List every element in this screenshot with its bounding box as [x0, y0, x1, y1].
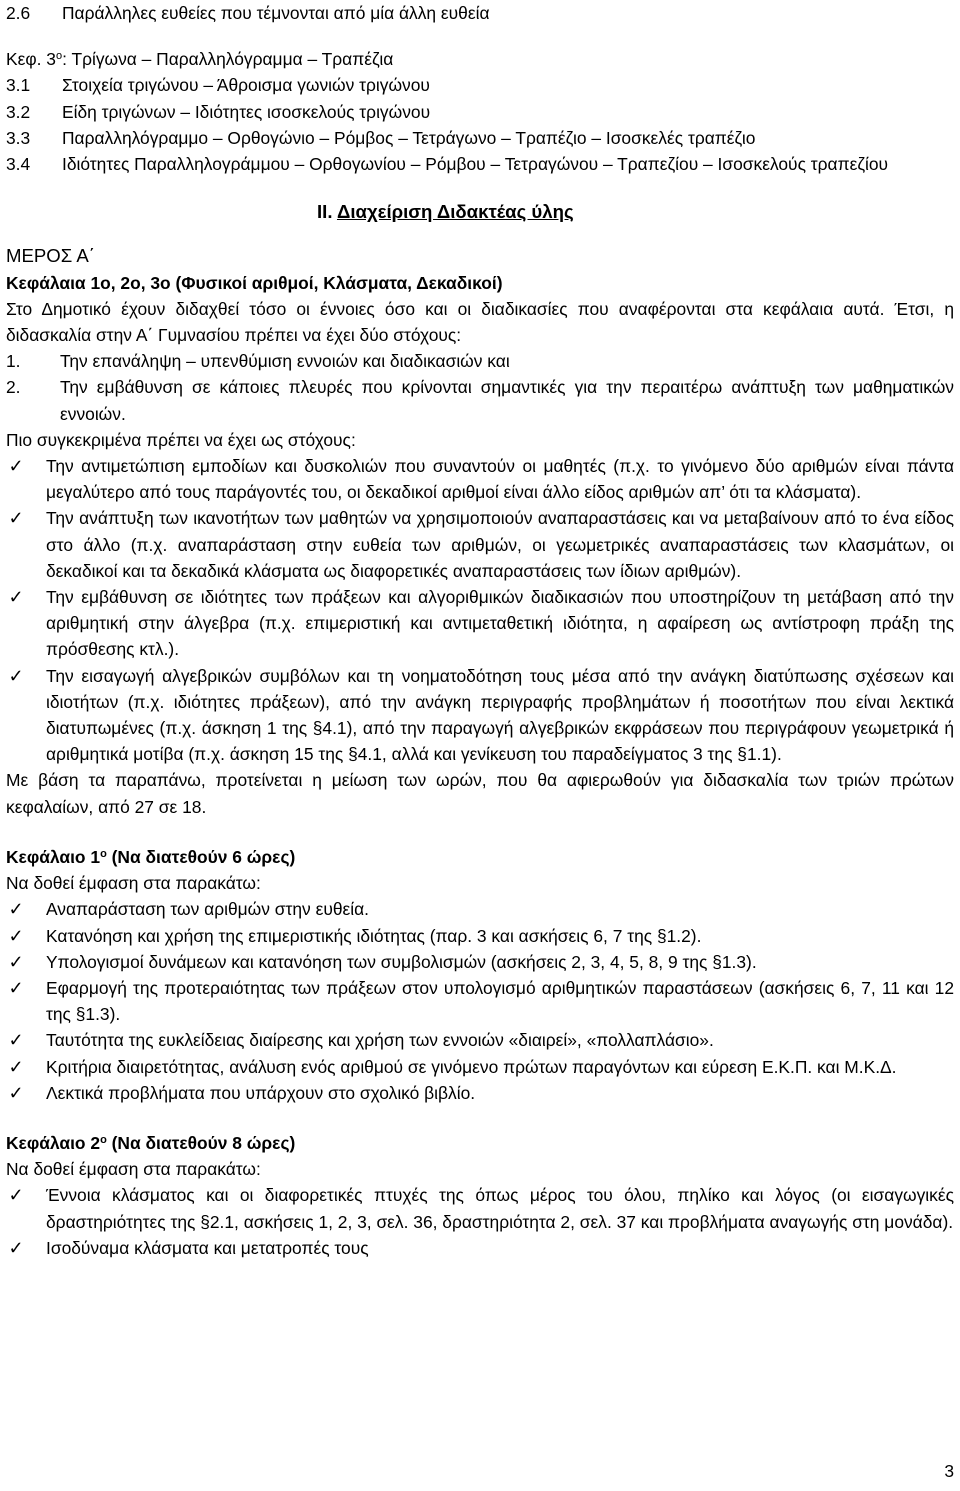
toc-item-text: Ιδιότητες Παραλληλογράμμου – Ορθογωνίου – Ρόμβου – Τετραγώνου – Τραπεζίου – Ισοσκελούς τραπεζίου: [62, 154, 889, 175]
numbered-goal: [6, 348, 954, 374]
specific-goal-text: Την εμβάθυνση σε ιδιότητες των πράξεων και αλγοριθμικών διαδικασιών που υποστηρίζουν τη μετάβαση από την αριθμητική στην άλγεβρα (π.χ. επιμεριστική και αντιμεταθετική ιδιότητα, η αφαίρεση ως αντίστροφη πράξη της πρόσθεσης κτλ.).: [46, 587, 954, 660]
chapter-1-item: [6, 923, 954, 949]
goal-number: 1.: [6, 351, 21, 372]
specific-goal-item: [6, 505, 954, 584]
toc-item: [6, 99, 954, 125]
chapter-1-emphasis: Να δοθεί έμφαση στα παρακάτω:: [6, 873, 261, 894]
checkmark-icon: ✓: [8, 951, 24, 972]
toc-item-text: Είδη τριγώνων – Ιδιότητες ισοσκελούς τριγώνου: [62, 101, 431, 122]
chapter-2-heading: Κεφάλαιο $2^o$ (Να διατεθούν 8 ώρες): [6, 1132, 296, 1153]
chapter-1-item: [6, 896, 954, 922]
chapter-1-item-text: Υπολογισμοί δυνάμεων και κατανόηση των συμβολισμών (ασκήσεις 2, 3, 4, 5, 8, 9 της §1.3).: [46, 951, 757, 972]
document-page: [6, 0, 954, 1261]
chapter-1-item-text: Λεκτικά προβλήματα που υπάρχουν στο σχολικό βιβλίο.: [46, 1082, 476, 1103]
page-number: 3: [944, 1461, 954, 1481]
toc-item: [6, 72, 954, 98]
toc-item-number: 3.4: [6, 154, 31, 175]
chapter-1-item-text: Ταυτότητα της ευκλείδειας διαίρεσης και χρήση των εννοιών «διαιρεί», «πολλαπλάσιο».: [46, 1030, 714, 1051]
toc-item-number: 3.3: [6, 127, 31, 148]
section-roman-numeral: ΙΙ.: [317, 201, 333, 223]
section-title-text: Διαχείριση Διδακτέας ύλης: [336, 201, 574, 223]
part-title: ΜΕΡΟΣ Α΄: [6, 245, 95, 267]
numbered-goal: [6, 374, 954, 426]
checkmark-icon: ✓: [8, 456, 24, 477]
toc-item-number: 3.1: [6, 75, 31, 96]
specific-goal-item: [6, 584, 954, 663]
checkmark-icon: ✓: [8, 1082, 24, 1103]
specific-goal-item: [6, 453, 954, 505]
chapter-2-item: [6, 1235, 954, 1261]
toc-item: [6, 125, 954, 151]
specific-goal-text: Την εισαγωγή αλγεβρικών συμβόλων και τη νοηματοδότηση τους μέσα από την ανάγκη διατύπωσης σχέσεων και ιδιοτήτων (π.χ. ιδιότητες πράξεων), από την ανάγκη περιγραφής προβλημάτων ή ποσοτήτων που είναι λεκτικά διατυπωμένες (π.χ. άσκηση 1 της §4.1), από την παραγωγή αλγεβρικών εκφράσεων που περιγράφουν γεωμετρικά ή αριθμητικά μοτίβα (π.χ. άσκηση 15 της §4.1, αλλά και γενίκευση του παραδείγματος 3 της §1.1).: [46, 665, 954, 765]
checkmark-icon: ✓: [8, 899, 24, 920]
checkmark-icon: ✓: [8, 587, 24, 608]
chapter-1-item-text: Αναπαράσταση των αριθμών στην ευθεία.: [46, 899, 370, 920]
chapter-1-item: [6, 1027, 954, 1053]
toc-item-text: Στοιχεία τριγώνου – Άθροισμα γωνιών τριγώνου: [62, 75, 430, 96]
chapter-2-item-text: Έννοια κλάσματος και οι διαφορετικές πτυχές της όπως μέρος του όλου, πηλίκο και λόγος (οι εισαγωγικές δραστηριότητες της §2.1, ασκήσεις 1, 2, 3, σελ. 36, δραστηριότητα 2, σελ. 37 και προβλήματα αναγωγής στη μονάδα).: [46, 1185, 954, 1232]
chapter-2-item: [6, 1182, 954, 1234]
toc-item-text: Παραλληλόγραμμο – Ορθογώνιο – Ρόμβος – Τετράγωνο – Τραπέζιο – Ισοσκελές τραπέζιο: [62, 127, 756, 148]
checkmark-icon: ✓: [8, 925, 24, 946]
section-heading: [6, 199, 954, 225]
chapter-1-item: [6, 949, 954, 975]
chapter-1-heading: Κεφάλαιο $1^o$ (Να διατεθούν 6 ώρες): [6, 846, 296, 867]
goal-text: Την επανάληψη – υπενθύμιση εννοιών και διαδικασιών και: [60, 351, 510, 372]
chapter-1-item-text: Κατανόηση και χρήση της επιμεριστικής ιδιότητας (παρ. 3 και ασκήσεις 6, 7 της §1.2).: [46, 925, 702, 946]
specific-goal-item: [6, 663, 954, 768]
toc-chapter-title: Κεφ. $3^o$: Τρίγωνα – Παραλληλόγραμμα – Τραπέζια: [6, 49, 394, 70]
toc-item-text: Παράλληλες ευθείες που τέμνονται από μία άλλη ευθεία: [62, 3, 490, 23]
goal-text: Την εμβάθυνση σε κάποιες πλευρές που κρίνονται σημαντικές για την περαιτέρω ανάπτυξη των μαθηματικών εννοιών.: [60, 377, 954, 424]
chapter-2-item-text: Ισοδύναμα κλάσματα και μετατροπές τους: [46, 1237, 369, 1258]
toc-item-number: 2.6: [6, 3, 31, 23]
toc-item-number: 3.2: [6, 101, 31, 122]
chapter-1-item-text: Κριτήρια διαιρετότητας, ανάλυση ενός αριθμού σε γινόμενο πρώτων παραγόντων και εύρεση Ε.Κ.Π. και Μ.Κ.Δ.: [46, 1056, 897, 1077]
chapter-1-item: [6, 1054, 954, 1080]
chapter-2-emphasis: Να δοθεί έμφαση στα παρακάτω:: [6, 1159, 261, 1180]
checkmark-icon: ✓: [8, 1185, 24, 1206]
checkmark-icon: ✓: [8, 977, 24, 998]
toc-item: [6, 0, 954, 26]
specific-goal-text: Την ανάπτυξη των ικανοτήτων των μαθητών να χρησιμοποιούν αναπαραστάσεις και να μεταβαίνουν από το ένα είδος στο άλλο (π.χ. αναπαράσταση στην ευθεία των αριθμών, οι γεωμετρικές αναπαραστάσεις των κλασμάτων, οι δεκαδικοί και τα δεκαδικά κλάσματα ως διαφορετικές αναπαραστάσεις των ίδιων αριθμών).: [46, 508, 954, 581]
checkmark-icon: ✓: [8, 1237, 24, 1258]
specific-goal-text: Την αντιμετώπιση εμποδίων και δυσκολιών που συναντούν οι μαθητές (π.χ. το γινόμενο δύο αριθμών είναι πάντα μεγαλύτερο από τους παράγοντές του, οι δεκαδικοί αριθμοί είναι άλλο είδος αριθμών απ’ ότι τα κλάσματα).: [46, 456, 954, 503]
chapters-heading: Κεφάλαια 1ο, 2ο, 3ο (Φυσικοί αριθμοί, Κλάσματα, Δεκαδικοί): [6, 272, 503, 293]
checkmark-icon: ✓: [8, 1030, 24, 1051]
chapter-1-item-text: Εφαρμογή της προτεραιότητας των πράξεων στον υπολογισμό αριθμητικών παραστάσεων (ασκήσεις 6, 7, 11 και 12 της §1.3).: [46, 977, 954, 1025]
goal-number: 2.: [6, 377, 21, 398]
chapter-1-item: [6, 975, 954, 1027]
checkmark-icon: ✓: [8, 508, 24, 529]
checkmark-icon: ✓: [8, 1056, 24, 1077]
chapter-1-item: [6, 1080, 954, 1106]
toc-item: [6, 151, 954, 177]
summary-paragraph: Με βάση τα παραπάνω, προτείνεται η μείωση των ωρών, που θα αφιερωθούν για διδασκαλία των τριών πρώτων κεφαλαίων, από 27 σε 18.: [6, 770, 954, 817]
specific-goals-intro: Πιο συγκεκριμένα πρέπει να έχει ως στόχους:: [6, 429, 356, 450]
checkmark-icon: ✓: [8, 665, 24, 686]
intro-paragraph: Στο Δημοτικό έχουν διδαχθεί τόσο οι έννοιες όσο και οι διαδικασίες που αναφέρονται στα κεφάλαια αυτά. Έτσι, η διδασκαλία στην Α΄ Γυμνασίου πρέπει να έχει δύο στόχους:: [6, 298, 954, 346]
